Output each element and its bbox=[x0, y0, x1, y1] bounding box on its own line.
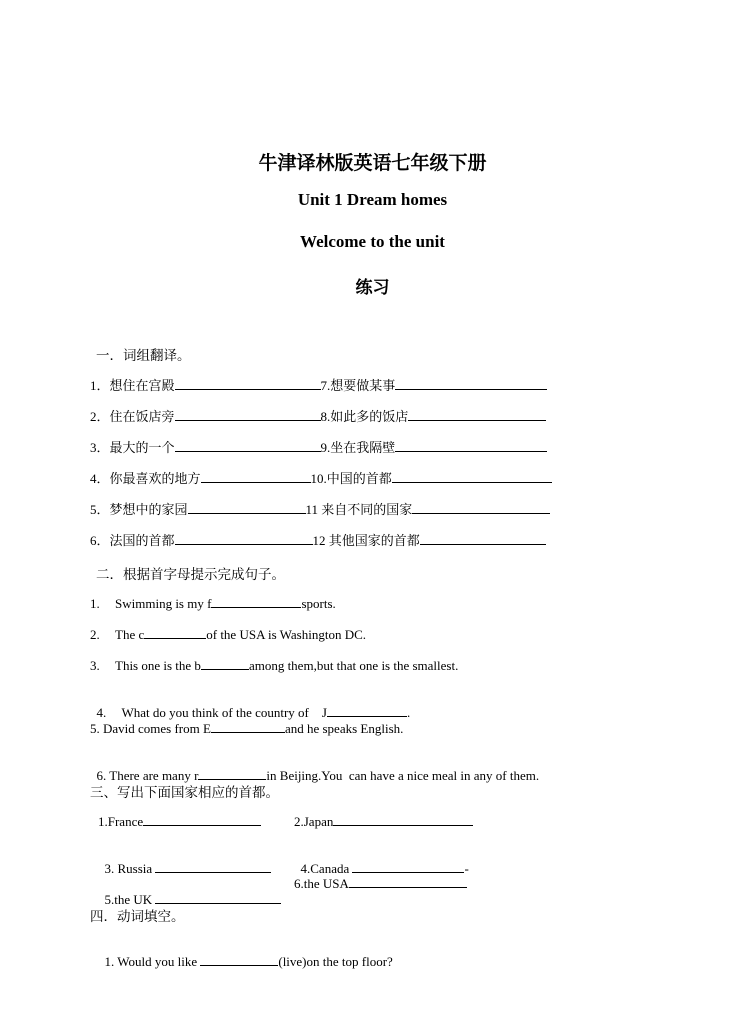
sentence-start: What do you think of the country of J bbox=[121, 705, 327, 720]
country-label: 5.the UK bbox=[104, 892, 156, 907]
section1-row-6 bbox=[90, 531, 546, 549]
item-label: 1．想住在宫殿 bbox=[90, 378, 175, 393]
sentence-end: in Beijing.You can have a nice meal in any of them. bbox=[266, 768, 540, 783]
answer-blank[interactable] bbox=[188, 500, 306, 514]
section3-right-1 bbox=[294, 812, 473, 830]
exercise-title: 练习 bbox=[355, 278, 390, 297]
answer-blank[interactable] bbox=[211, 594, 301, 608]
item-label: 3．最大的一个 bbox=[90, 440, 175, 455]
answer-blank[interactable] bbox=[155, 859, 271, 873]
answer-blank[interactable] bbox=[327, 703, 407, 717]
sentence-start: David comes from E bbox=[103, 721, 211, 736]
item-label: 7.想要做某事 bbox=[320, 378, 396, 393]
answer-blank[interactable] bbox=[395, 376, 547, 390]
answer-blank[interactable] bbox=[175, 376, 321, 390]
unit-title: Unit 1 Dream homes bbox=[297, 190, 448, 209]
answer-blank[interactable] bbox=[175, 438, 321, 452]
sentence-end: . bbox=[406, 705, 411, 720]
answer-blank[interactable] bbox=[201, 469, 311, 483]
section3-right-2 bbox=[294, 843, 469, 877]
answer-blank[interactable] bbox=[352, 859, 464, 873]
country-label: 6.the USA bbox=[294, 876, 349, 891]
item-label: 4．你最喜欢的地方 bbox=[90, 471, 201, 486]
answer-blank[interactable] bbox=[144, 625, 206, 639]
section1-row-2 bbox=[90, 407, 546, 425]
item-number: 5. bbox=[90, 721, 100, 736]
sentence-end: among them,but that one is the smallest. bbox=[248, 658, 459, 673]
item-label: 6．法国的首都 bbox=[90, 533, 175, 548]
section2-item-1 bbox=[90, 594, 336, 612]
section2-heading: 二．根据首字母提示完成句子。 bbox=[96, 567, 285, 582]
answer-blank[interactable] bbox=[175, 531, 313, 545]
sentence-end: and he speaks English. bbox=[284, 721, 404, 736]
section3-left-1 bbox=[98, 812, 261, 830]
answer-blank[interactable] bbox=[349, 874, 467, 888]
answer-blank[interactable] bbox=[155, 890, 281, 904]
answer-blank[interactable] bbox=[198, 766, 266, 780]
answer-blank[interactable] bbox=[201, 656, 249, 670]
answer-blank[interactable] bbox=[395, 438, 547, 452]
item-number: 3. bbox=[90, 658, 100, 673]
answer-blank[interactable] bbox=[211, 719, 285, 733]
country-label: 3. Russia bbox=[104, 861, 156, 876]
item-number: 4. bbox=[96, 705, 107, 720]
item-label: 2．住在饭店旁 bbox=[90, 409, 175, 424]
answer-blank[interactable] bbox=[175, 407, 321, 421]
section1-row-5 bbox=[90, 500, 550, 518]
section3-heading: 三、写出下面国家相应的首都。 bbox=[90, 785, 279, 800]
section1-row-3 bbox=[90, 438, 547, 456]
section4-heading: 四．动词填空。 bbox=[90, 909, 185, 924]
sentence-end: sports. bbox=[301, 596, 336, 611]
country-label: 4.Canada bbox=[300, 861, 353, 876]
item-label: 8.如此多的饭店 bbox=[320, 409, 409, 424]
doc-title: 牛津译林版英语七年级下册 bbox=[258, 153, 487, 174]
lesson-title: Welcome to the unit bbox=[300, 232, 445, 251]
item-label: 9.坐在我隔壁 bbox=[320, 440, 396, 455]
item-label: 10.中国的首都 bbox=[310, 471, 392, 486]
section1-row-1 bbox=[90, 376, 547, 394]
sentence-start: 1. Would you like bbox=[104, 954, 201, 969]
item-number: 1. bbox=[90, 596, 100, 611]
section2-item-6 bbox=[90, 750, 539, 784]
item-label: 11 来自不同的国家 bbox=[305, 502, 413, 517]
answer-blank[interactable] bbox=[420, 531, 546, 545]
sentence-start: This one is the b bbox=[115, 658, 201, 673]
section4-item-1 bbox=[98, 936, 393, 970]
item-number: 2. bbox=[90, 627, 100, 642]
section1-row-4 bbox=[90, 469, 552, 487]
section1-heading: 一．词组翻译。 bbox=[96, 348, 191, 363]
sentence-start: Swimming is my f bbox=[115, 596, 212, 611]
item-number: 6. bbox=[96, 768, 107, 783]
answer-blank[interactable] bbox=[392, 469, 552, 483]
section3-right-3 bbox=[294, 874, 467, 892]
answer-blank[interactable] bbox=[408, 407, 546, 421]
section3-left-2 bbox=[98, 843, 271, 877]
sentence-start: There are many r bbox=[109, 768, 199, 783]
sentence-end: (live)on the top floor? bbox=[278, 954, 393, 969]
sentence-start: The c bbox=[115, 627, 145, 642]
country-label: 1.France bbox=[98, 814, 144, 829]
answer-blank[interactable] bbox=[200, 952, 278, 966]
section2-item-5 bbox=[90, 719, 403, 737]
section3-left-3 bbox=[98, 874, 281, 908]
section2-item-4 bbox=[90, 687, 410, 721]
sentence-end: of the USA is Washington DC. bbox=[206, 627, 367, 642]
item-label: 12 其他国家的首都 bbox=[312, 533, 420, 548]
answer-blank[interactable] bbox=[412, 500, 550, 514]
item-label: 5．梦想中的家园 bbox=[90, 502, 188, 517]
section2-item-2 bbox=[90, 625, 366, 643]
trailing-mark: - bbox=[464, 861, 469, 876]
answer-blank[interactable] bbox=[143, 812, 261, 826]
answer-blank[interactable] bbox=[333, 812, 473, 826]
section2-item-3 bbox=[90, 656, 458, 674]
country-label: 2.Japan bbox=[294, 814, 334, 829]
